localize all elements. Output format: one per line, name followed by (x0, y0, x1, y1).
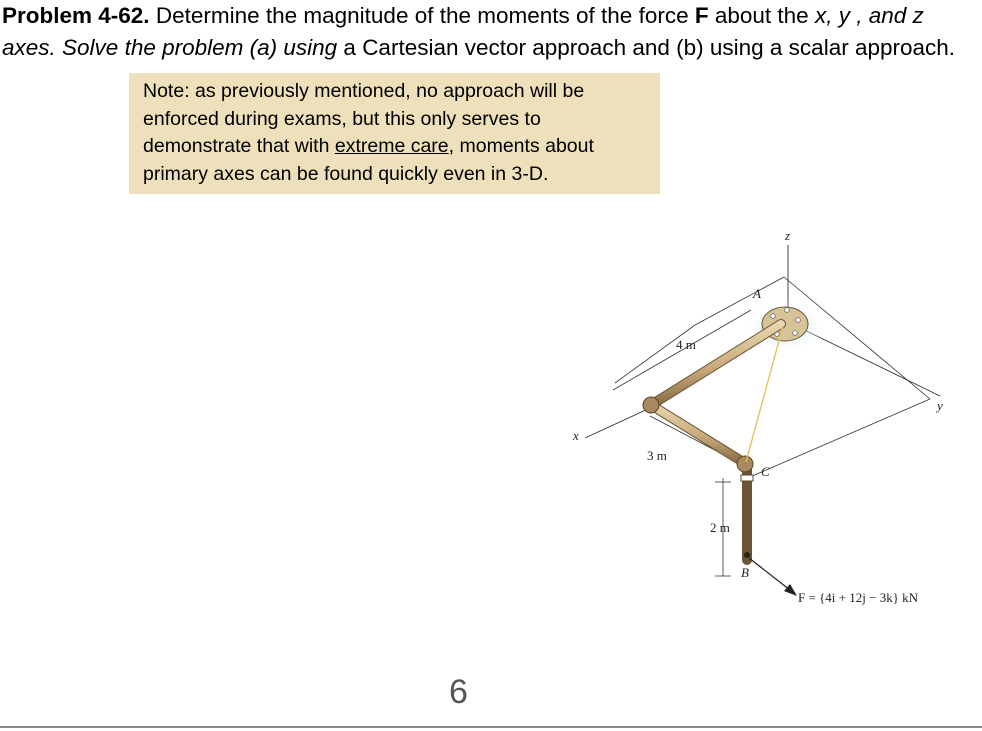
note-text-2: , moments about primary axes can be found quickly even in 3-D. (143, 135, 594, 185)
dim-3m: 3 m (647, 448, 667, 463)
point-b-dot (744, 552, 750, 558)
label-a: A (753, 286, 761, 301)
problem-text-1: Determine the magnitude of the moments of the force (149, 3, 695, 28)
note-box (129, 73, 660, 194)
problem-label: Problem 4-62. (2, 3, 150, 28)
dim-4m: 4 m (676, 337, 696, 352)
label-c: C (761, 464, 770, 479)
force-arrowhead (784, 584, 797, 596)
dim-2m: 2 m (710, 520, 730, 535)
label-y: y (937, 398, 943, 413)
label-z: z (785, 228, 791, 243)
problem-statement (2, 0, 977, 63)
page-number: 6 (449, 673, 468, 711)
note-emphasis: extreme care (334, 135, 449, 157)
label-x: x (573, 428, 579, 443)
force-symbol: F (694, 3, 709, 28)
problem-axes-italic: x, y , and z axes. Solve the problem (a) using (2, 3, 924, 60)
label-b: B (741, 565, 749, 580)
note-text-1: Note: as previously mentioned, no approach will be enforced during exams, but this only serves to demonstrate that with (143, 80, 585, 157)
force-equation: F = {4i + 12j − 3k} kN (798, 590, 919, 605)
force-arrow (749, 558, 790, 590)
pipe-assembly-figure (555, 220, 965, 620)
problem-text-2: about the (708, 3, 815, 28)
problem-text-3: a Cartesian vector approach and (b) using a scalar approach. (337, 34, 956, 60)
bottom-rule (0, 726, 982, 728)
x-axis (585, 408, 650, 438)
